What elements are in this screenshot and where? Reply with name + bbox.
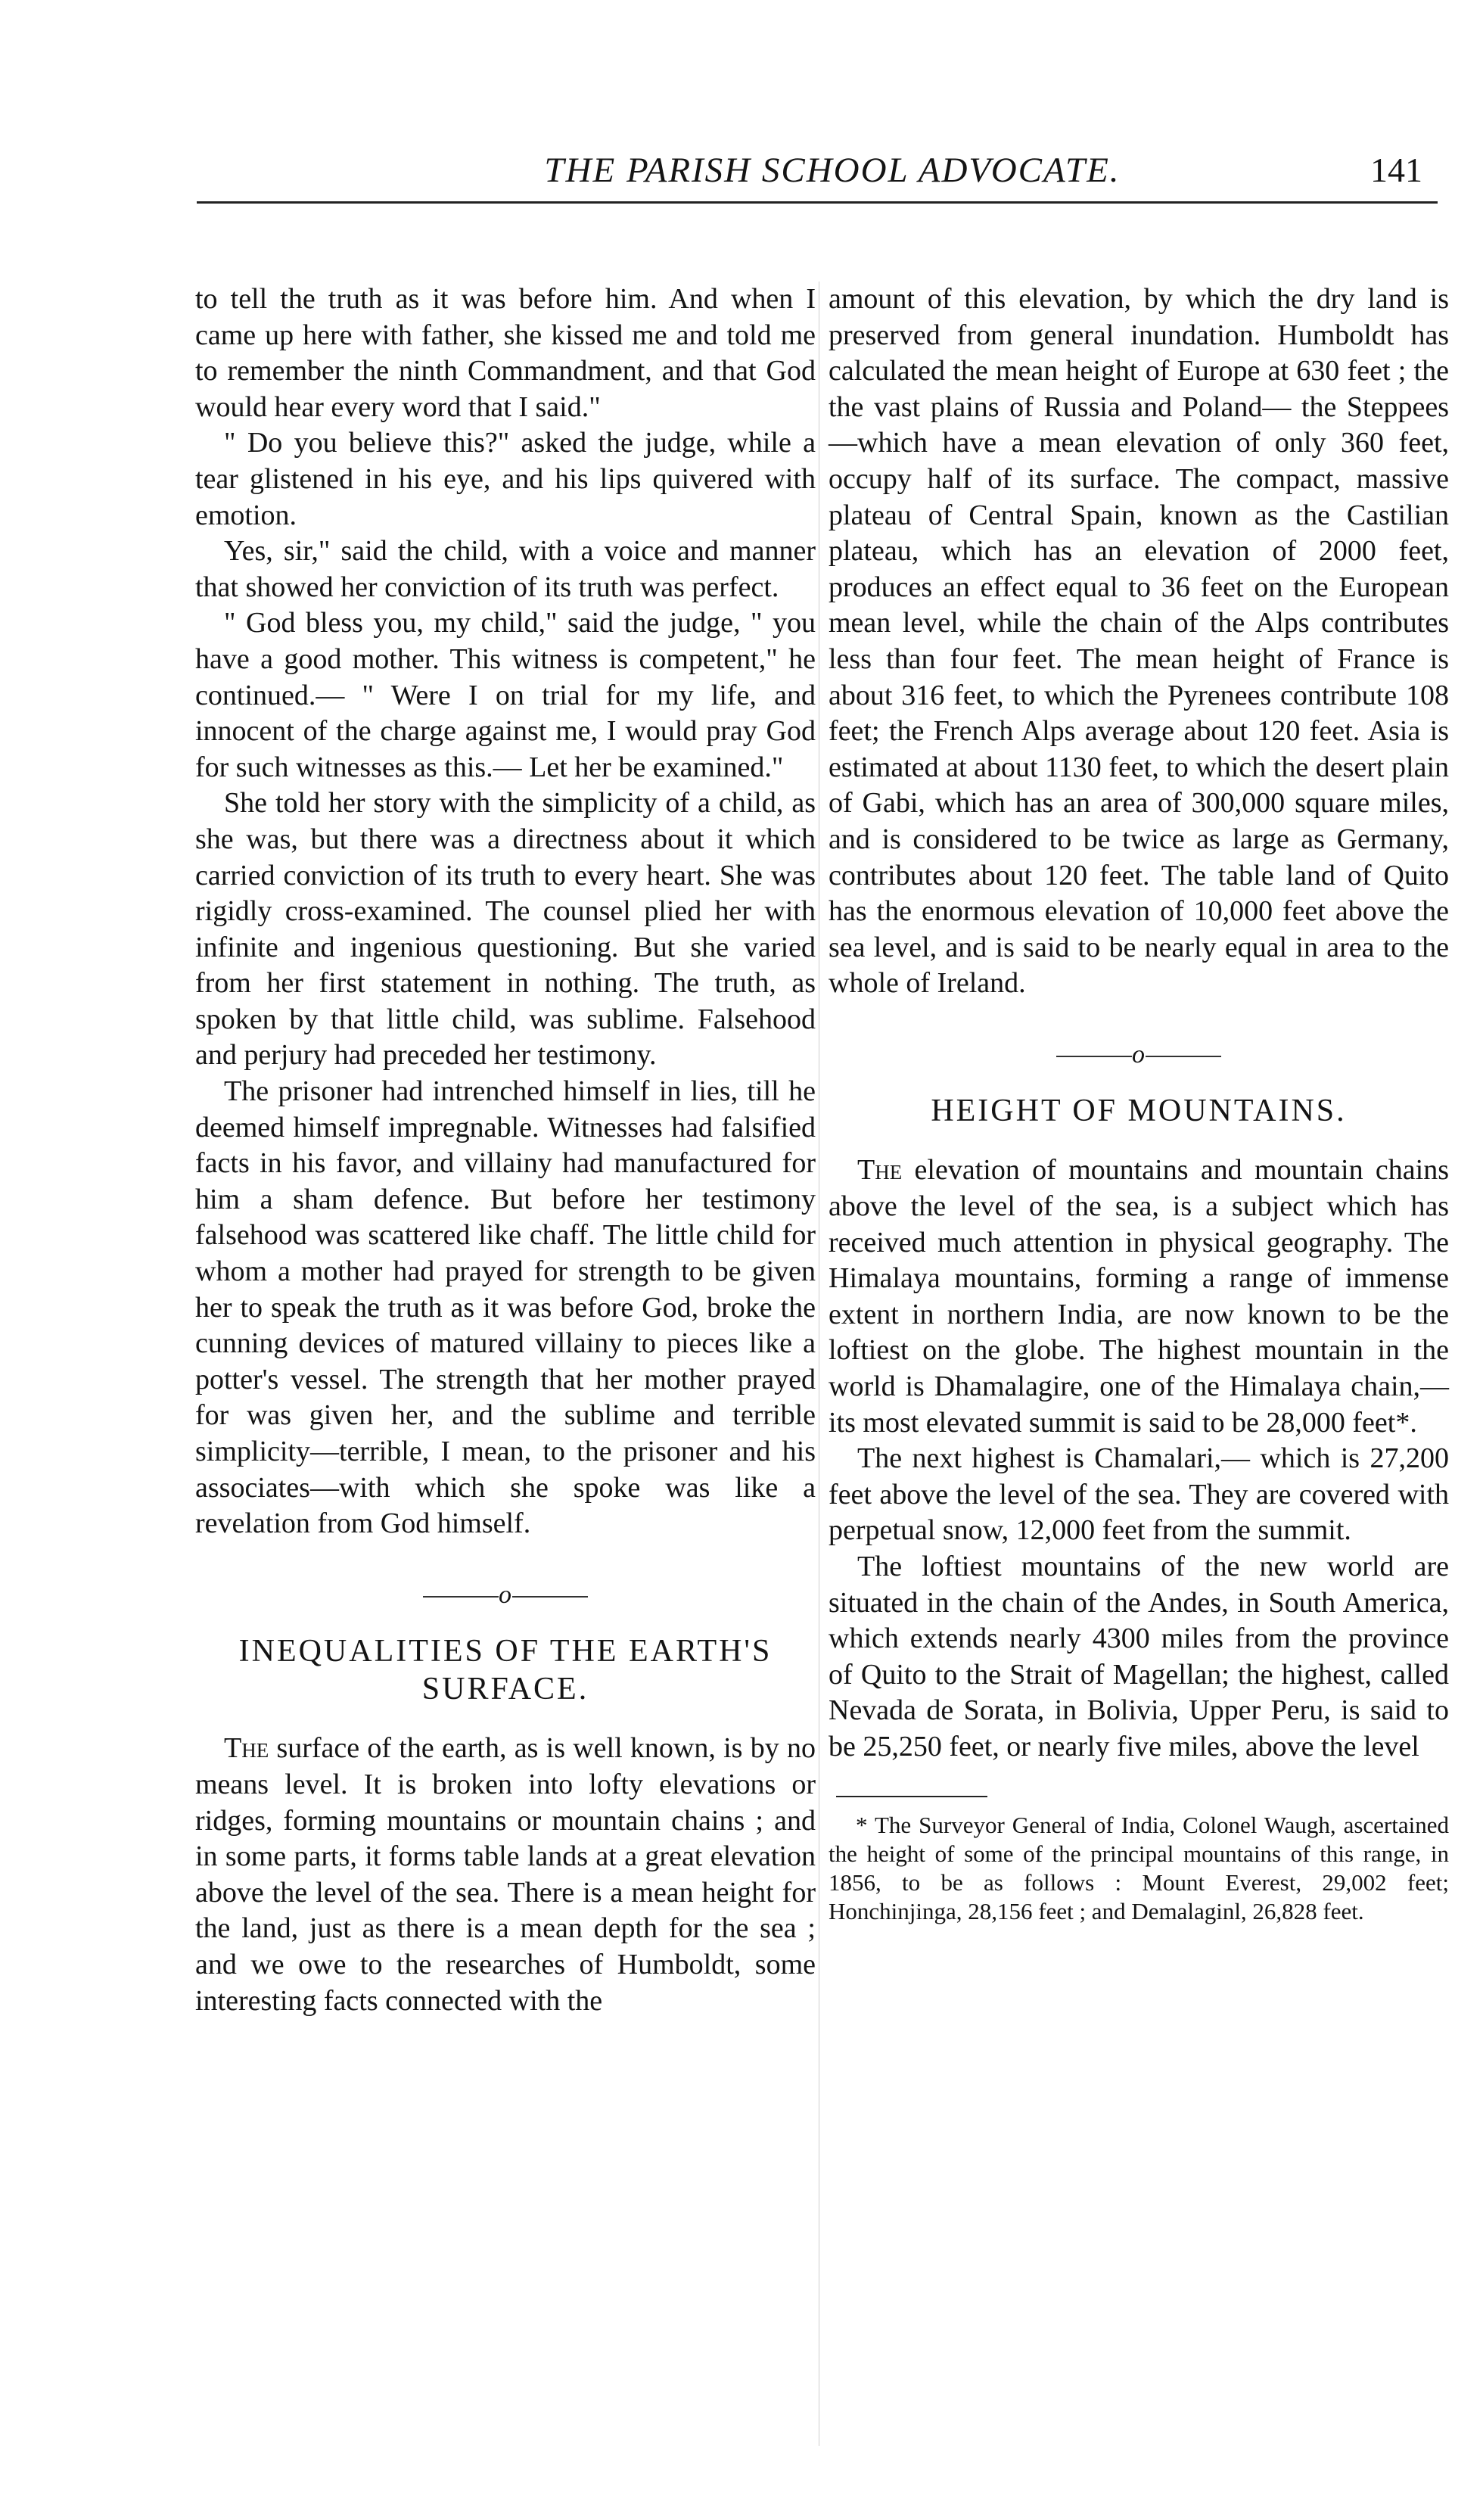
paragraph-text: elevation of mountains and mountain chains above the level of the sea, is a subject which has received much attention in physical geography. The Himalaya mountains, forming a range of immense extent in northern India, are now known to be the loftiest on the globe. The highest mountain in the world is Dhamalagire, one of the Himalaya chain,—its most elevated summit is said to be 28,000 feet*.: [829, 1154, 1449, 1439]
paragraph: amount of this elevation, by which the dry land is preserved from general inundation. Humboldt has calculated the mean height of Europe at 630 feet ; the the vast plains of Russia and Poland— the Steppees—which have a mean elevation of only 360 feet, occupy half of its surface. The compact, massive plateau of Central Spain, known as the Castilian plateau, which has an elevation of 2000 feet, produces an effect equal to 36 feet on the European mean level, while the chain of the Alps contributes less than four feet. The mean height of France is about 316 feet, to which the Pyrenees contribute 108 feet; the French Alps average about 120 feet. Asia is estimated at about 1130 feet, to which the desert plain of Gabi, which has an area of 300,000 square miles, and is considered to be twice as large as Germany, contributes about 120 feet. The table land of Quito has the enormous elevation of 10,000 feet above the sea level, and is said to be nearly equal in area to the whole of Ireland.: [829, 283, 1449, 1000]
paragraph: " God bless you, my child," said the judge, " you have a good mother. This witness is competent," he continued.— " Were I on trial for my life, and innocent of the charge against me, I would pray God for such witnesses as this.— Let her be examined.": [195, 607, 816, 783]
footnote: * The Surveyor General of India, Colonel Waugh, ascertained the height of some of the principal mountains of this range, in 1856, to be as follows : Mount Everest, 29,002 feet; Honchinjinga, 28,156 feet ; and Demalaginl, 26,828 feet.: [829, 1811, 1449, 1924]
lead-word: The: [224, 1732, 269, 1765]
section-heading-mountains: HEIGHT OF MOUNTAINS.: [931, 1094, 1347, 1129]
paragraph: to tell the truth as it was before him. And when I came up here with father, she kissed me and told me to remember the ninth Commandment, and that God would hear every word that I said.": [195, 283, 816, 423]
page-number: 141: [1370, 151, 1422, 189]
paragraph: The next highest is Chamalari,— which is 27,200 feet above the level of the sea. They are covered with perpetual snow, 12,000 feet from the summit.: [829, 1442, 1449, 1547]
lead-word: The: [857, 1154, 903, 1187]
paragraph: Yes, sir," said the child, with a voice and manner that showed her conviction of its truth was perfect.: [195, 535, 816, 603]
paragraph: [195, 1731, 816, 2019]
running-title: THE PARISH SCHOOL ADVOCATE.: [544, 151, 1121, 190]
divider-glyph: o: [499, 1580, 512, 1609]
section-divider: [829, 1037, 1449, 1073]
left-column: [195, 282, 816, 2019]
paragraph: [829, 1153, 1449, 1441]
paragraph-text: surface of the earth, as is well known, is by no means level. It is broken into lofty elevations or ridges, forming mountains or mountain chains ; and in some parts, it forms table lands at a great elevation above the level of the sea. There is a mean height for the land, just as there is a mean depth for the sea ; and we owe to the researches of Humboldt, some interesting facts connected with the: [195, 1732, 816, 2017]
footnote-rule: [836, 1796, 987, 1797]
section-heading-inequalities: INEQUALITIES OF THE EARTH'S SURFACE.: [238, 1634, 773, 1707]
right-column: [829, 282, 1449, 1926]
running-head: [197, 148, 1438, 204]
paragraph: " Do you believe this?" asked the judge, while a tear glistened in his eye, and his lips quivered with emotion.: [195, 427, 816, 531]
divider-glyph: o: [1132, 1040, 1146, 1069]
section-divider: [195, 1577, 816, 1613]
paragraph: The loftiest mountains of the new world are situated in the chain of the Andes, in South America, which extends nearly 4300 miles from the province of Quito to the Strait of Magellan; the highest, called Nevada de Sorata, in Bolivia, Upper Peru, is said to be 25,250 feet, or nearly five miles, above the level: [829, 1551, 1449, 1762]
paragraph: She told her story with the simplicity of a child, as she was, but there was a directness about it which carried conviction of its truth to every heart. She was rigidly cross-examined. The counsel plied her with infinite and ingenious questioning. But she varied from her first statement in nothing. The truth, as spoken by that little child, was sublime. Falsehood and perjury had preceded her testimony.: [195, 787, 816, 1072]
paragraph: The prisoner had intrenched himself in lies, till he deemed himself impregnable. Witnesses had falsified facts in his favor, and villainy had manufactured for him a sham defence. But before her testimony falsehood was scattered like chaff. The little child for whom a mother had prayed for strength to be given her to speak the truth as it was before God, broke the cunning devices of matured villainy to pieces like a potter's vessel. The strength that her mother prayed for was given her, and the sublime and terrible simplicity—terrible, I mean, to the prisoner and his associates—with which she spoke was like a revelation from God himself.: [195, 1075, 816, 1540]
